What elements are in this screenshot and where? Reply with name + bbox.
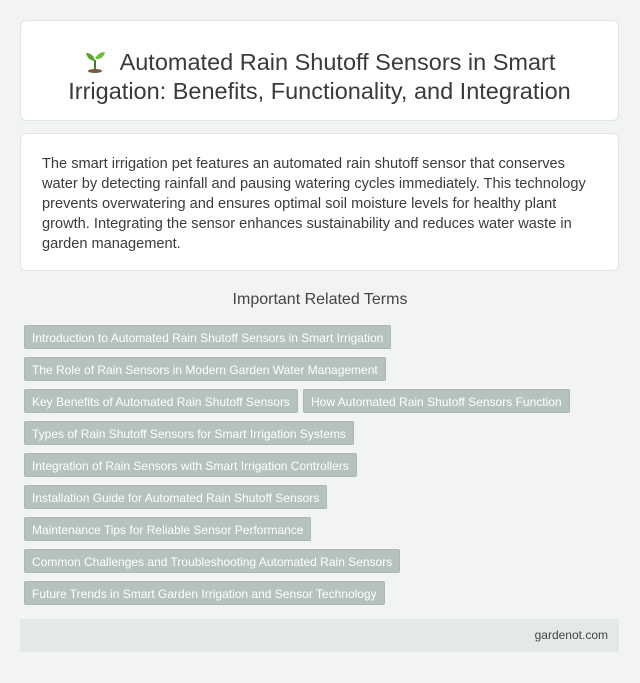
related-term-tag[interactable]: The Role of Rain Sensors in Modern Garden Water Management [24,357,386,381]
related-terms-heading: Important Related Terms [232,291,408,308]
footer-site-link[interactable]: gardenot.com [534,628,608,642]
related-term-tag[interactable]: Introduction to Automated Rain Shutoff Sensors in Smart Irrigation [24,325,391,349]
page-title [21,48,618,106]
related-term-tag[interactable]: Common Challenges and Troubleshooting Automated Rain Sensors [24,549,400,573]
intro-text: The smart irrigation pet features an automated rain shutoff sensor that conserves water by detecting rainfall and pausing watering cycles immediately. This technology prevents overwatering and ensures optimal soil moisture levels for healthy plant growth. Integrating the sensor enhances sustainability and reduces water waste in garden management. [42,156,586,252]
related-term-tag[interactable]: Integration of Rain Sensors with Smart Irrigation Controllers [24,453,357,477]
related-term-tag[interactable]: Installation Guide for Automated Rain Shutoff Sensors [24,485,327,509]
intro-card [20,133,619,271]
page-title-text: Automated Rain Shutoff Sensors in Smart Irrigation: Benefits, Functionality, and Integration [68,49,571,104]
related-term-tag[interactable]: How Automated Rain Shutoff Sensors Function [303,389,570,413]
related-term-tag[interactable]: Future Trends in Smart Garden Irrigation and Sensor Technology [24,581,385,605]
related-term-tag[interactable]: Key Benefits of Automated Rain Shutoff Sensors [24,389,298,413]
header-card [20,20,619,121]
related-term-tag[interactable]: Types of Rain Shutoff Sensors for Smart Irrigation Systems [24,421,354,445]
related-term-tag[interactable]: Maintenance Tips for Reliable Sensor Performance [24,517,311,541]
footer [20,619,619,652]
sprout-icon [84,49,106,73]
